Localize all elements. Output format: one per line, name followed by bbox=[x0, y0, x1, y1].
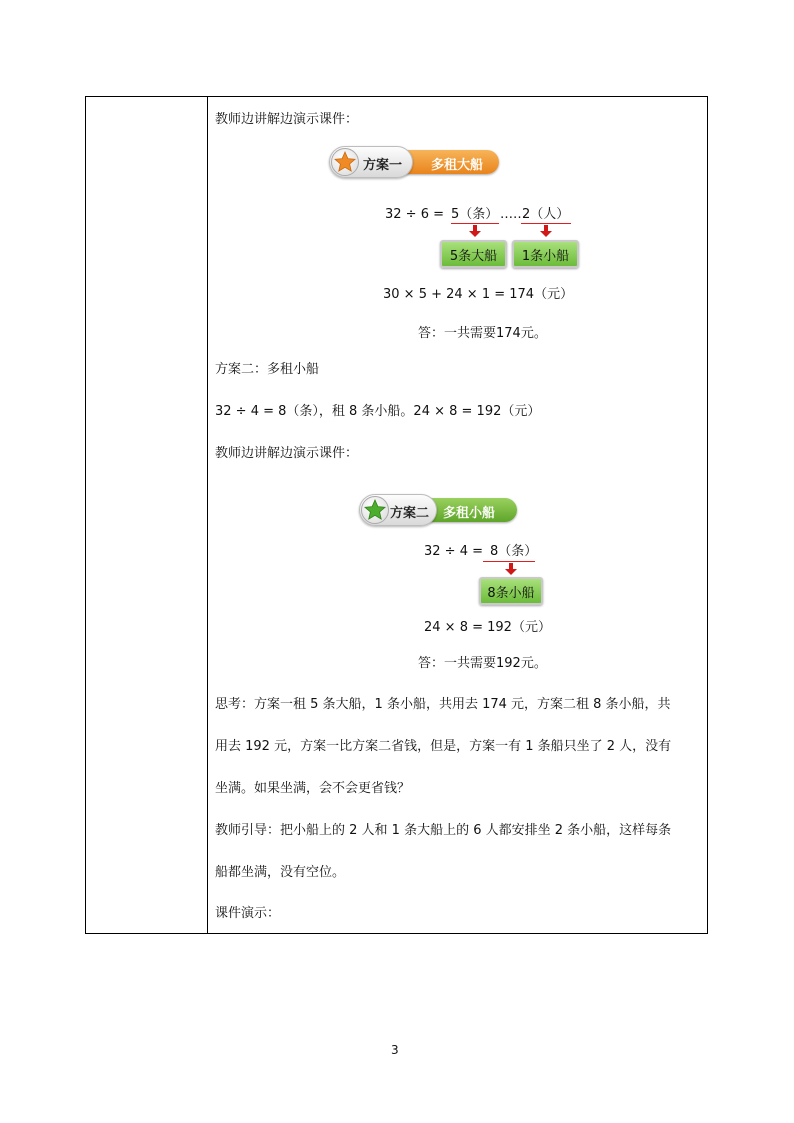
plan1-quotient: 5（条） bbox=[451, 207, 499, 222]
plan2-title: 多租小船 bbox=[443, 506, 496, 521]
plan1-title: 多租大船 bbox=[431, 158, 484, 173]
guide-line-2: 船都坐满，没有空位。 bbox=[215, 865, 346, 880]
plan2-tag: 方案二 bbox=[390, 506, 430, 521]
plan1-remainder: 2（人） bbox=[522, 207, 570, 222]
think-line-2: 用去 192 元，方案一比方案二省钱，但是，方案一有 1 条船只坐了 2 人，没有 bbox=[215, 739, 672, 754]
plan1-tag: 方案一 bbox=[363, 158, 403, 173]
plan1-box-big-boats: 5条大船 bbox=[440, 240, 507, 268]
plan2-quotient-underline bbox=[483, 561, 535, 562]
courseware-label: 课件演示： bbox=[215, 906, 281, 921]
teacher-intro-1: 教师边讲解边演示课件： bbox=[215, 112, 359, 127]
plan1-quotient-underline bbox=[451, 223, 499, 224]
plan2-box-small-boats: 8条小船 bbox=[479, 577, 543, 605]
plan2-heading: 方案二：多租小船 bbox=[215, 362, 320, 377]
plan2-calc: 24 × 8 = 192（元） bbox=[424, 620, 551, 635]
plan1-dots: …… bbox=[500, 207, 526, 222]
guide-line-1: 教师引导：把小船上的 2 人和 1 条大船上的 6 人都安排坐 2 条小船，这样每条 bbox=[215, 823, 672, 838]
plan2-answer: 答：一共需要192元。 bbox=[418, 656, 547, 671]
page-number: 3 bbox=[391, 1043, 399, 1057]
think-line-3: 坐满。如果坐满，会不会更省钱？ bbox=[215, 781, 411, 796]
plan1-box-small-boat: 1条小船 bbox=[512, 240, 579, 268]
plan2-banner bbox=[359, 494, 517, 526]
plan2-expr: 32 ÷ 4 = bbox=[424, 544, 483, 559]
think-line-1: 思考：方案一租 5 条大船，1 条小船，共用去 174 元，方案二租 8 条小船，共 bbox=[215, 697, 671, 712]
plan2-calc-line: 32 ÷ 4 = 8（条），租 8 条小船。24 × 8 = 192（元） bbox=[215, 404, 541, 419]
plan2-quotient: 8（条） bbox=[490, 544, 538, 559]
plan1-answer: 答：一共需要174元。 bbox=[418, 326, 547, 341]
plan1-remainder-underline bbox=[521, 223, 571, 224]
orange-star-icon bbox=[331, 148, 359, 176]
teacher-intro-2: 教师边讲解边演示课件： bbox=[215, 446, 359, 461]
green-star-icon bbox=[361, 496, 389, 524]
plan1-expr: 32 ÷ 6 = bbox=[385, 207, 444, 222]
plan1-calc: 30 × 5 + 24 × 1 = 174（元） bbox=[383, 287, 574, 302]
column-divider bbox=[207, 97, 208, 933]
plan1-banner bbox=[329, 146, 499, 178]
